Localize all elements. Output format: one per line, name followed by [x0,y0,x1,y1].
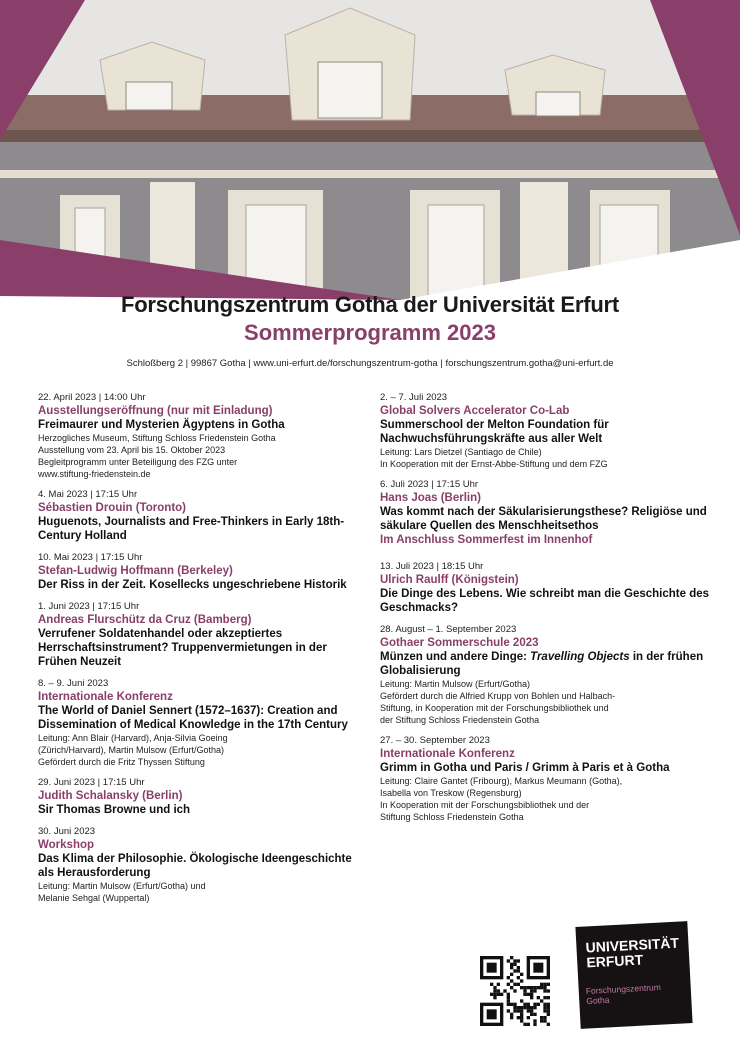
event-note: Stiftung Schloss Friedenstein Gotha [380,812,524,822]
event-speaker: Workshop [38,839,95,851]
event [38,489,368,543]
event-note: Melanie Sehgal (Wuppertal) [38,893,150,903]
event-title: Verrufener Soldatenhandel oder akzeptiertes Herrschaftsinstrument? Truppenvermietungen in der Frühen Neuzeit [38,628,327,668]
event-note: In Kooperation mit der Forschungsbibliothek und der [380,800,590,810]
logo-subtext [586,982,662,1006]
event-date: 29. Juni 2023 | 17:15 Uhr [38,777,145,788]
event [380,561,710,615]
event-note: Leitung: Martin Mulsow (Erfurt/Gotha) und [38,881,206,891]
event-note: Leitung: Ann Blair (Harvard), Anja-Silvia Goeing [38,733,228,743]
event-note: der Stiftung Schloss Friedenstein Gotha [380,715,540,725]
event-title: Die Dinge des Lebens. Wie schreibt man die Geschichte des Geschmacks? [380,588,710,614]
logo-sub1: Forschungszentrum [585,982,662,996]
event-note: Herzogliches Museum, Stiftung Schloss Friedenstein Gotha [38,433,276,443]
event-date: 13. Juli 2023 | 18:15 Uhr [380,561,484,572]
event-date: 4. Mai 2023 | 17:15 Uhr [38,489,138,500]
event [38,552,368,592]
logo-line1: UNIVERSITÄT [585,934,680,956]
logo-sub2: Gotha [586,994,610,1006]
page-subtitle: Sommerprogramm 2023 [244,320,496,345]
event [38,601,368,669]
event-speaker: Andreas Flurschütz da Cruz (Bamberg) [38,614,252,626]
event [380,392,710,470]
event-title: Sir Thomas Browne und ich [38,804,191,816]
event [38,826,368,904]
event-note: Begleitprogramm unter Beteiligung des FZG unter [38,457,238,467]
event-speaker: Internationale Konferenz [380,748,515,760]
logo-line2: ERFURT [586,951,644,971]
event [38,777,368,817]
event-speaker: Sébastien Drouin (Toronto) [38,502,187,514]
event-date: 2. – 7. Juli 2023 [380,392,448,403]
event-title: Grimm in Gotha und Paris / Grimm à Paris et à Gotha [380,762,670,774]
event-extra: Im Anschluss Sommerfest im Innenhof [380,534,593,546]
event-note: Isabella von Treskow (Regensburg) [380,788,522,798]
event-link[interactable]: www.stiftung-friedenstein.de [38,469,151,479]
hero-building-image [0,0,740,300]
event-title: The World of Daniel Sennert (1572–1637): Creation and Dissemination of Medical Knowledge in the 17th Century [38,705,348,731]
event-note: Leitung: Lars Dietzel (Santiago de Chile) [380,447,542,457]
event-note: Leitung: Martin Mulsow (Erfurt/Gotha) [380,679,531,689]
event-date: 27. – 30. September 2023 [380,735,490,746]
event-date: 30. Juni 2023 [38,826,96,837]
event-title: Der Riss in der Zeit. Kosellecks ungeschriebene Historik [38,579,347,591]
event-date: 10. Mai 2023 | 17:15 Uhr [38,552,143,563]
event [380,479,710,547]
event-speaker: Ulrich Raulff (Königstein) [380,574,519,586]
event-note: Gefördert durch die Alfried Krupp von Bohlen und Halbach- [380,691,616,701]
event-note: Stiftung, in Kooperation mit der Forschungsbibliothek und [380,703,609,713]
university-logo [578,924,702,1034]
event-date: 6. Juli 2023 | 17:15 Uhr [380,479,479,490]
event-note: (Zürich/Harvard), Martin Mulsow (Erfurt/Gotha) [38,745,225,755]
event-speaker: Judith Schalansky (Berlin) [38,790,183,802]
event-speaker: Ausstellungseröffnung (nur mit Einladung) [38,405,273,417]
event-title: Freimaurer und Mysterien Ägyptens in Gotha [38,419,285,431]
event-title-post: in der frühen Globalisierung [380,651,704,677]
event-title-pre: Münzen und andere Dinge: [380,651,531,663]
left-column [38,392,368,913]
event-speaker: Global Solvers Accelerator Co-Lab [380,405,570,417]
event-date: 1. Juni 2023 | 17:15 Uhr [38,601,140,612]
event [38,392,368,480]
logo-text [585,936,680,971]
event-note: In Kooperation mit der Ernst-Abbe-Stiftung und dem FZG [380,459,608,469]
event [380,624,710,726]
event-date: 22. April 2023 | 14:00 Uhr [38,392,146,403]
event-speaker: Stefan-Ludwig Hoffmann (Berkeley) [38,565,233,577]
event-speaker: Gothaer Sommerschule 2023 [380,637,539,649]
event-note: Ausstellung vom 23. April bis 15. Oktober 2023 [38,445,226,455]
event-note: Leitung: Claire Gantet (Fribourg), Markus Meumann (Gotha), [380,776,623,786]
event-speaker: Hans Joas (Berlin) [380,492,481,504]
event-title: Das Klima der Philosophie. Ökologische Ideengeschichte als Herausforderung [38,853,352,879]
qr-code-icon[interactable] [480,956,550,1026]
event [38,678,368,768]
event-note: Gefördert durch die Fritz Thyssen Stiftung [38,757,205,767]
event-date: 28. August – 1. September 2023 [380,624,517,635]
page-title: Forschungszentrum Gotha der Universität Erfurt [120,292,620,317]
event-date: 8. – 9. Juni 2023 [38,678,109,689]
event-title [380,650,710,678]
event-title: Huguenots, Journalists and Free-Thinkers in Early 18th-Century Holland [38,516,345,542]
event-title-italic: Travelling Objects [530,651,630,663]
event [380,735,710,823]
contact-line: Schloßberg 2 | 99867 Gotha | www.uni-erfurt.de/forschungszentrum-gotha | forschungszentrum.gotha@uni-erfurt.de [126,358,614,369]
right-column [380,392,710,832]
event-speaker: Internationale Konferenz [38,691,173,703]
event-title: Was kommt nach der Säkularisierungsthese? Religiöse und säkulare Quellen des Menschheitsethos [380,506,707,532]
event-title: Summerschool der Melton Foundation für Nachwuchsführungskräfte aus aller Welt [380,419,609,445]
